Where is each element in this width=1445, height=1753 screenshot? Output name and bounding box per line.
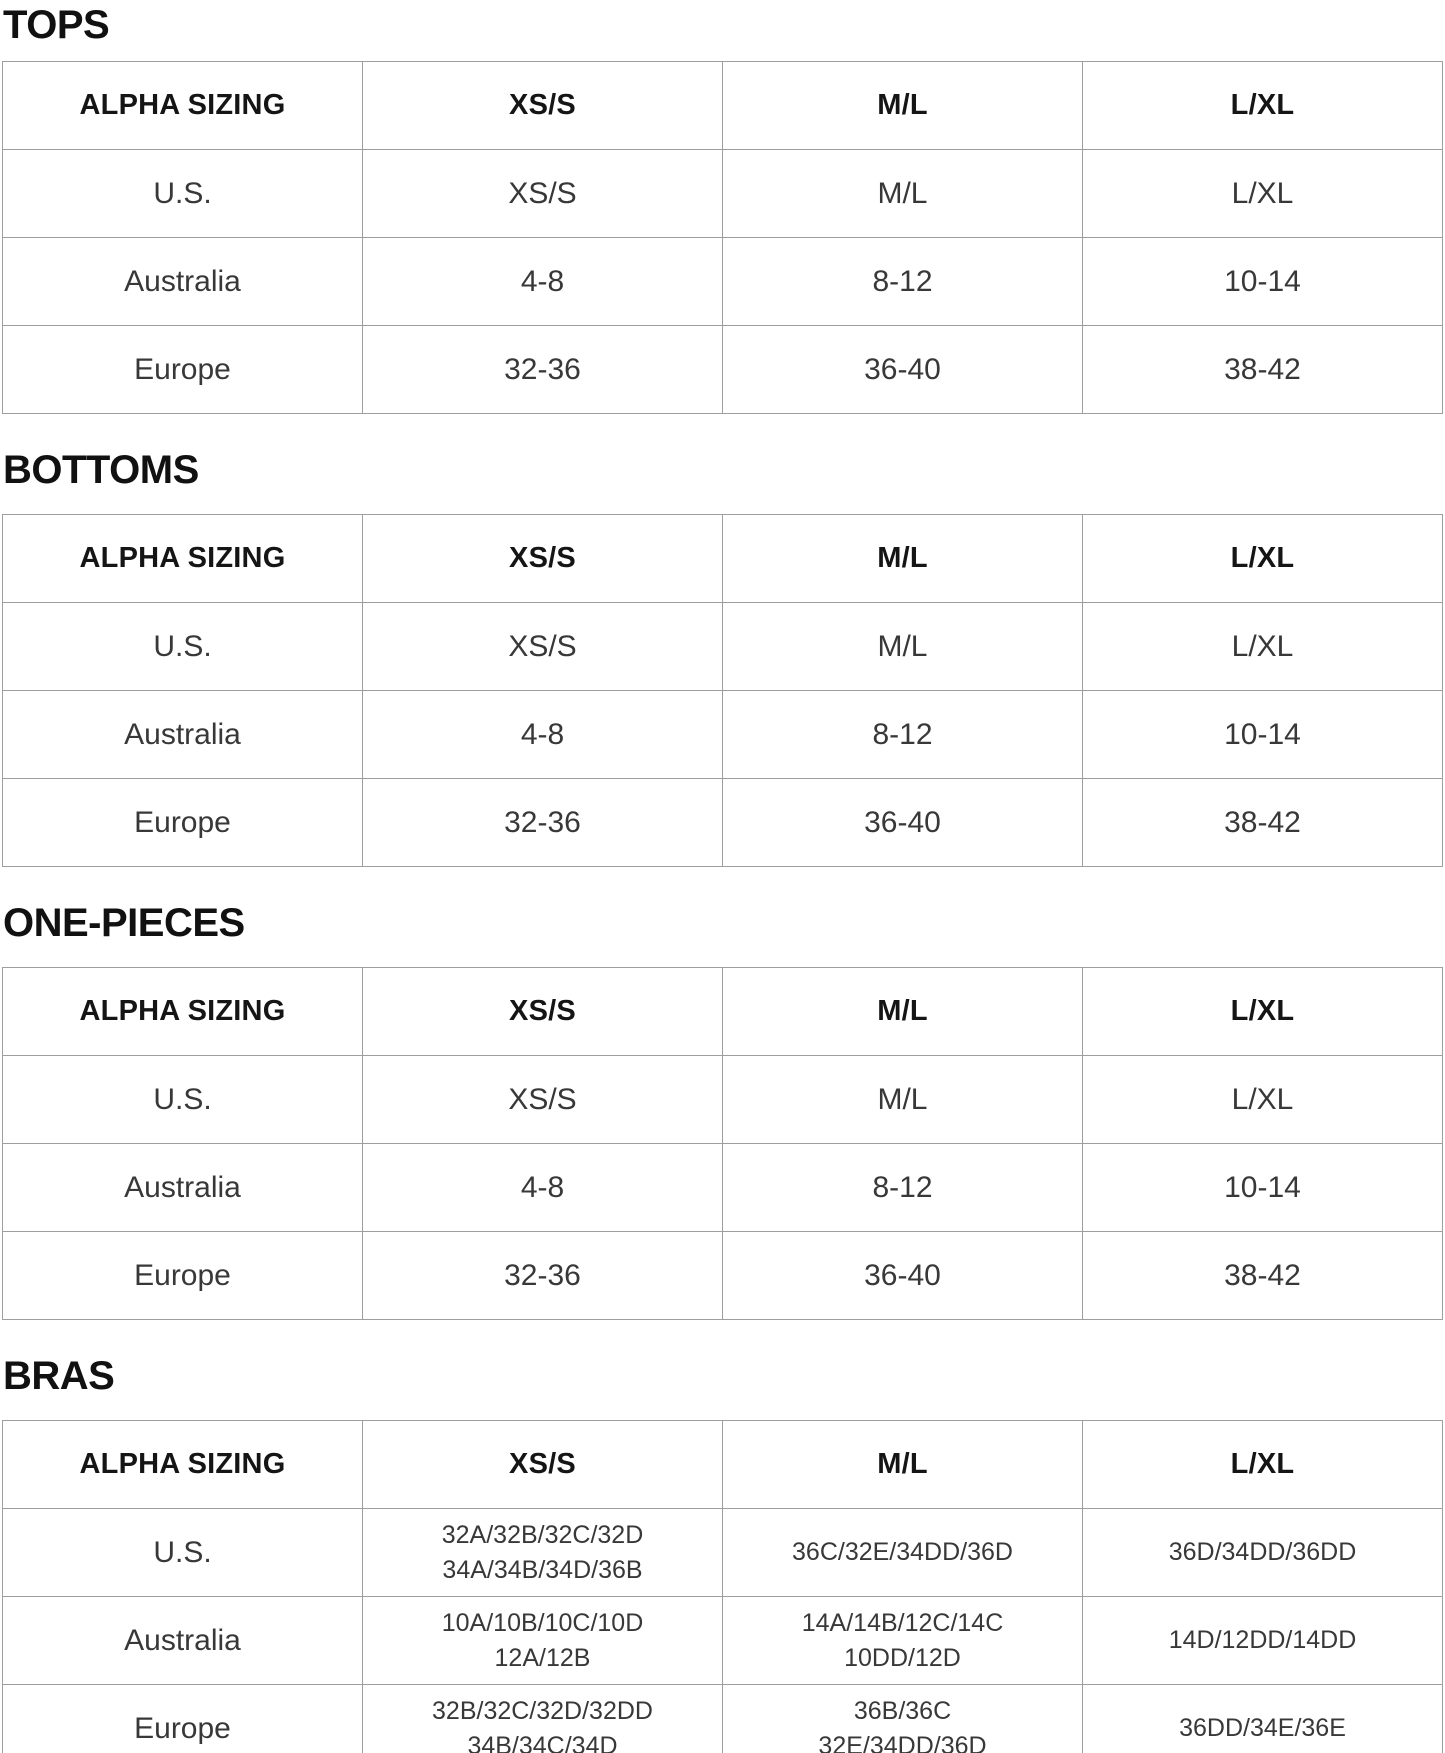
- size-value: M/L: [877, 176, 928, 210]
- size-value: 14D/12DD/14DD: [1168, 1626, 1357, 1654]
- size-value-line: 14A/14B/12C/14C: [801, 1608, 1004, 1637]
- column-header-l-xl: L/XL: [1083, 1421, 1443, 1509]
- header-row: [3, 515, 1443, 603]
- size-table-bottoms: [2, 514, 1443, 867]
- size-value-cell: [363, 603, 723, 691]
- size-value-cell: [1083, 779, 1443, 867]
- size-value-cell: [1083, 1685, 1443, 1753]
- table-row-us: [3, 150, 1443, 238]
- row-label: Europe: [3, 1685, 363, 1753]
- row-label: U.S.: [3, 1056, 363, 1144]
- size-value: XS/S: [508, 1082, 577, 1116]
- row-label: U.S.: [3, 150, 363, 238]
- column-header-alpha-sizing: ALPHA SIZING: [3, 1421, 363, 1509]
- column-header-l-xl: L/XL: [1083, 62, 1443, 150]
- section-tops: [0, 0, 1445, 414]
- size-value-line: 34B/34C/34D: [467, 1731, 618, 1753]
- section-title-tops: TOPS: [3, 3, 110, 47]
- header-row: [3, 62, 1443, 150]
- size-value: 8-12: [872, 1170, 933, 1204]
- size-value-cell: [1083, 603, 1443, 691]
- table-row-us: [3, 1056, 1443, 1144]
- row-label: Europe: [3, 326, 363, 414]
- table-row-australia: [3, 1597, 1443, 1685]
- header-row: [3, 968, 1443, 1056]
- row-label: Europe: [3, 779, 363, 867]
- size-value-cell: [363, 1685, 723, 1753]
- size-value-cell: [723, 1685, 1083, 1753]
- size-table-bras: [2, 1420, 1443, 1753]
- size-value-cell: [723, 150, 1083, 238]
- table-row-europe: [3, 779, 1443, 867]
- size-value: 32-36: [504, 1258, 581, 1292]
- table-row-europe: [3, 1685, 1443, 1753]
- size-value: L/XL: [1231, 1082, 1294, 1116]
- column-header-m-l: M/L: [723, 515, 1083, 603]
- size-value-cell: [723, 326, 1083, 414]
- size-value: 36-40: [864, 805, 941, 839]
- size-value-cell: [1083, 150, 1443, 238]
- size-value-cell: [1083, 1597, 1443, 1685]
- size-value: 36C/32E/34DD/36D: [792, 1538, 1013, 1566]
- size-value: XS/S: [508, 629, 577, 663]
- column-header-m-l: M/L: [723, 62, 1083, 150]
- size-table-tops: [2, 61, 1443, 414]
- size-value-line: 34A/34B/34D/36B: [442, 1555, 643, 1584]
- row-label: U.S.: [3, 603, 363, 691]
- row-label: Australia: [3, 691, 363, 779]
- size-value: L/XL: [1231, 176, 1294, 210]
- column-header-alpha-sizing: ALPHA SIZING: [3, 968, 363, 1056]
- column-header-l-xl: L/XL: [1083, 515, 1443, 603]
- size-value-cell: [723, 1232, 1083, 1320]
- column-header-alpha-sizing: ALPHA SIZING: [3, 62, 363, 150]
- size-value: 38-42: [1224, 1258, 1301, 1292]
- size-value-cell: [723, 238, 1083, 326]
- size-value: 4-8: [520, 717, 565, 751]
- size-value-cell: [723, 779, 1083, 867]
- size-value: 10-14: [1224, 717, 1301, 751]
- table-row-australia: [3, 238, 1443, 326]
- size-value: 38-42: [1224, 805, 1301, 839]
- section-title-bras: BRAS: [3, 1354, 115, 1398]
- size-value-cell: [363, 326, 723, 414]
- size-value-cell: [723, 1597, 1083, 1685]
- size-value-line: 12A/12B: [494, 1643, 591, 1672]
- row-label: Europe: [3, 1232, 363, 1320]
- size-table-one-pieces: [2, 967, 1443, 1320]
- size-value-cell: [363, 1144, 723, 1232]
- section-bras: [0, 1320, 1445, 1753]
- size-value-cell: [723, 1144, 1083, 1232]
- size-value-cell: [723, 1056, 1083, 1144]
- size-value: 32-36: [504, 352, 581, 386]
- size-value-line: 32A/32B/32C/32D: [441, 1520, 644, 1549]
- column-header-m-l: M/L: [723, 968, 1083, 1056]
- column-header-m-l: M/L: [723, 1421, 1083, 1509]
- size-value-line: 32E/34DD/36D: [818, 1731, 987, 1753]
- size-value-cell: [363, 1597, 723, 1685]
- section-one-pieces: [0, 867, 1445, 1320]
- size-value: 36DD/34E/36E: [1179, 1714, 1346, 1742]
- size-value: M/L: [877, 1082, 928, 1116]
- size-value: 36-40: [864, 1258, 941, 1292]
- size-value-line: 10A/10B/10C/10D: [441, 1608, 644, 1637]
- row-label: Australia: [3, 238, 363, 326]
- table-row-europe: [3, 1232, 1443, 1320]
- size-value: XS/S: [508, 176, 577, 210]
- column-header-xs-s: XS/S: [363, 515, 723, 603]
- table-row-australia: [3, 691, 1443, 779]
- row-label: U.S.: [3, 1509, 363, 1597]
- size-value-cell: [363, 779, 723, 867]
- size-value-cell: [723, 691, 1083, 779]
- column-header-xs-s: XS/S: [363, 968, 723, 1056]
- header-row: [3, 1421, 1443, 1509]
- size-value-cell: [1083, 1509, 1443, 1597]
- size-value: 32-36: [504, 805, 581, 839]
- size-value-line: 36B/36C: [853, 1696, 952, 1725]
- size-value-line: 32B/32C/32D/32DD: [432, 1696, 653, 1725]
- table-row-europe: [3, 326, 1443, 414]
- size-value-line: 10DD/12D: [844, 1643, 961, 1672]
- section-title-bottoms: BOTTOMS: [3, 448, 199, 492]
- size-value-cell: [1083, 1144, 1443, 1232]
- size-value: 8-12: [872, 717, 933, 751]
- size-value-cell: [1083, 1056, 1443, 1144]
- size-value: 10-14: [1224, 1170, 1301, 1204]
- row-label: Australia: [3, 1597, 363, 1685]
- table-row-australia: [3, 1144, 1443, 1232]
- column-header-l-xl: L/XL: [1083, 968, 1443, 1056]
- size-value-cell: [363, 691, 723, 779]
- size-value-cell: [363, 150, 723, 238]
- column-header-alpha-sizing: ALPHA SIZING: [3, 515, 363, 603]
- column-header-xs-s: XS/S: [363, 62, 723, 150]
- size-value-cell: [363, 1232, 723, 1320]
- size-value-cell: [1083, 326, 1443, 414]
- size-value-cell: [1083, 691, 1443, 779]
- size-value: 36-40: [864, 352, 941, 386]
- size-value: 4-8: [520, 1170, 565, 1204]
- table-row-us: [3, 1509, 1443, 1597]
- section-title-one-pieces: ONE-PIECES: [3, 901, 245, 945]
- size-value-cell: [1083, 238, 1443, 326]
- size-value-cell: [363, 1056, 723, 1144]
- section-bottoms: [0, 414, 1445, 867]
- size-value: 8-12: [872, 264, 933, 298]
- size-value: 38-42: [1224, 352, 1301, 386]
- size-value-cell: [723, 603, 1083, 691]
- size-value: L/XL: [1231, 629, 1294, 663]
- size-value: 10-14: [1224, 264, 1301, 298]
- size-value-cell: [723, 1509, 1083, 1597]
- table-row-us: [3, 603, 1443, 691]
- size-value-cell: [363, 1509, 723, 1597]
- size-value: M/L: [877, 629, 928, 663]
- size-value: 36D/34DD/36DD: [1168, 1538, 1357, 1566]
- row-label: Australia: [3, 1144, 363, 1232]
- column-header-xs-s: XS/S: [363, 1421, 723, 1509]
- size-value: 4-8: [520, 264, 565, 298]
- size-value-cell: [1083, 1232, 1443, 1320]
- size-value-cell: [363, 238, 723, 326]
